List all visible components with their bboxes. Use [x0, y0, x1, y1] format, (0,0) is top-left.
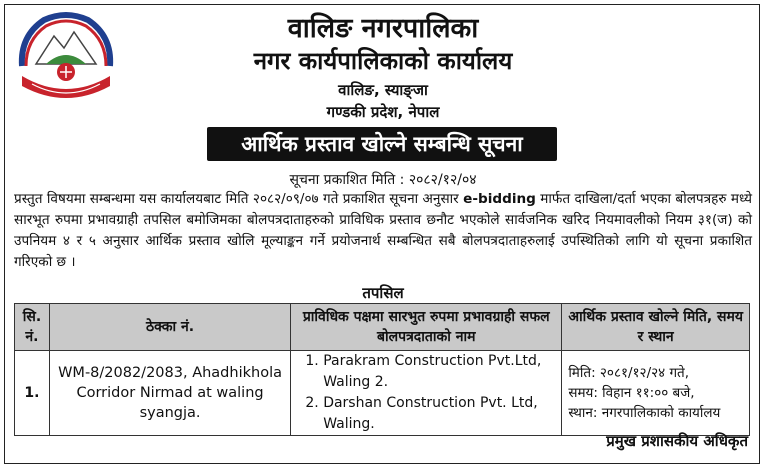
e-bidding-term: e-bidding [463, 191, 536, 207]
signatory: प्रमुख प्रशासकीय अधिकृत [606, 432, 748, 450]
header-contract-no: ठेक्का नं. [49, 304, 290, 351]
opening-date: मिति: २०८१/१२/२४ गते, [568, 365, 690, 381]
notice-body-part1: प्रस्तुत विषयमा सम्बन्धमा यस कार्यालयबाट मिति २०८२/०९/०७ गते प्रकाशित सूचना अनुसार [14, 191, 464, 207]
bidder-item: 1. Parakram Construction Pvt.Ltd, Waling 2. [323, 351, 555, 393]
header-opening: आर्थिक प्रस्ताव खोल्ने मिति, समय र स्थान [562, 304, 750, 351]
notice-body-part2: मार्फत दाखिला/दर्ता भएका बोलपत्रहरु मध्ये सारभूत रुपमा प्रभावग्राही तपसिल बमोजिमका बोलपत्रदाताहरुको प्राविधिक प्रस्ताव छनौट भएकोले सार्वजनिक खरिद नियमावलीको नियम ३१(ज) को उपनियम ४ र ५ अनुसार आर्थिक प्रस्ताव खोलि मूल्याङ्कन गर्ने प्रयोजनार्थ सम्बन्धित सबै बोलपत्रदाताहरुलाई उपस्थितिको लागि यो सूचना प्रकाशित गरिएको छ । [14, 191, 752, 270]
notice-body [14, 189, 752, 273]
header-bidders: प्राविधिक पक्षमा सारभुत रुपमा प्रभावग्राही सफल बोलपत्रदाताको नाम [291, 304, 562, 351]
cell-sn: 1. [15, 351, 50, 436]
table-caption: तपसिल [362, 284, 404, 302]
bid-table [14, 303, 750, 436]
opening-time: समय: विहान ११:०० बजे, [568, 385, 695, 401]
cell-contract: WM-8/2082/2083, Ahadhikhola Corridor Nirmad at waling syangja. [49, 351, 290, 436]
table-header-row [15, 304, 750, 351]
notice-title-banner: आर्थिक प्रस्ताव खोल्ने सम्बन्धि सूचना [207, 127, 557, 161]
table-row [15, 351, 750, 436]
cell-opening [562, 351, 750, 436]
published-date: सूचना प्रकाशित मिति : २०८२/१२/०४ [289, 172, 477, 188]
opening-place: स्थान: नगरपालिकाको कार्यालय [568, 405, 721, 421]
address-line: वालिङ, स्याङ्जा [338, 81, 428, 99]
header-sn: सि. नं. [15, 304, 50, 351]
bidder-item: 2. Darshan Construction Pvt. Ltd, Waling. [323, 393, 555, 435]
office-subtitle: नगर कार्यपालिकाको कार्यालय [253, 47, 513, 75]
province-line: गण्डकी प्रदेश, नेपाल [326, 103, 440, 121]
office-name: वालिङ नगरपालिका [287, 13, 479, 44]
cell-bidders [291, 351, 562, 436]
